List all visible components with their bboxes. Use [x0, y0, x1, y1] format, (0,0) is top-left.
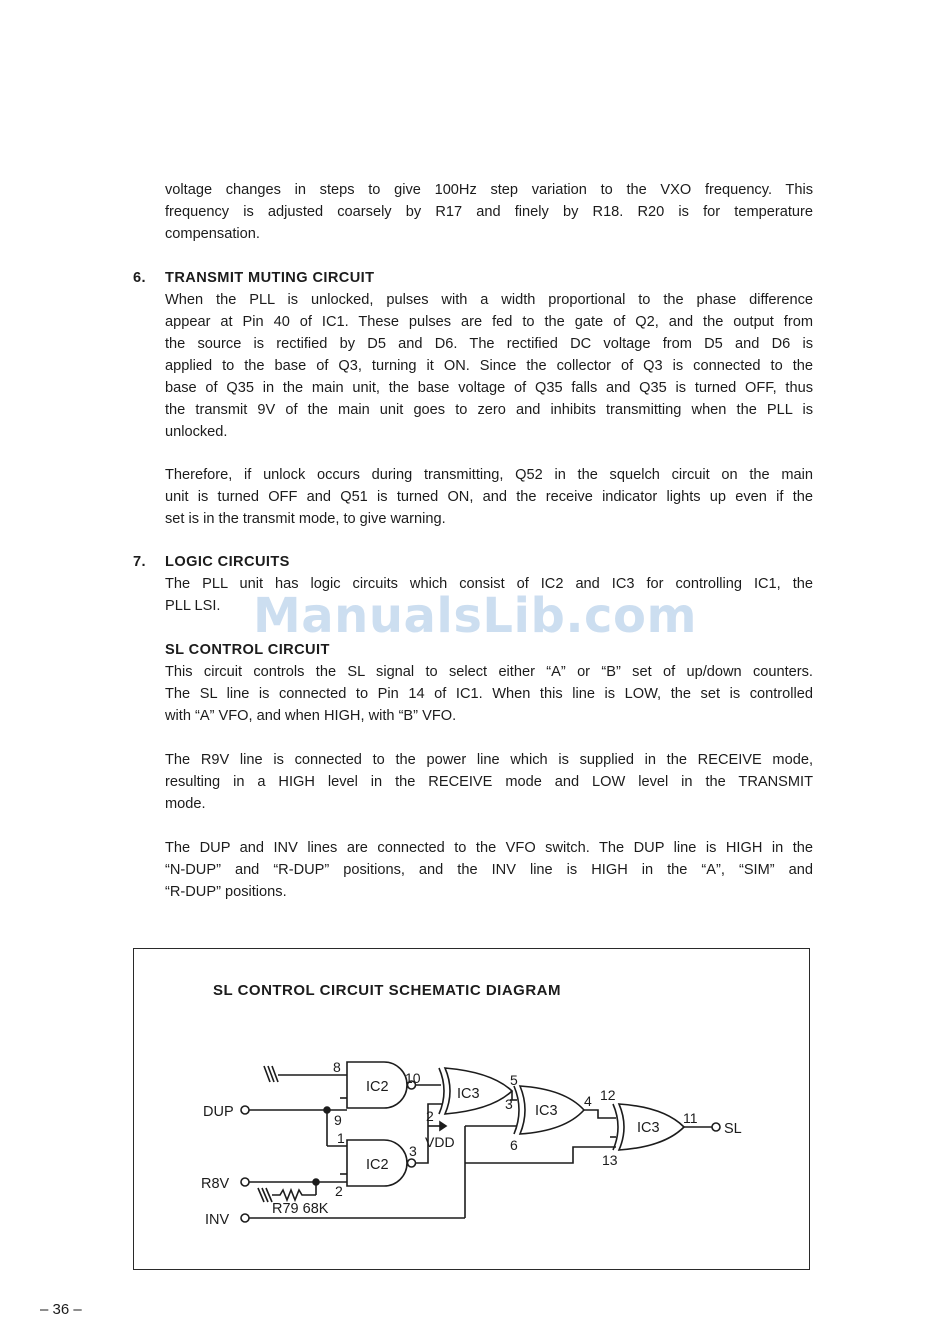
text-line: base of Q35 in the main unit, the base voltage of Q35 falls and Q35 is turned OFF, thus	[165, 380, 813, 396]
wire	[465, 1147, 616, 1163]
pin-label: 13	[602, 1152, 618, 1168]
gate-label: IC3	[637, 1120, 660, 1136]
text-line: appear at Pin 40 of IC1. These pulses are fed to the gate of Q2, and the output from	[165, 314, 813, 330]
sl-output-label: SL	[724, 1121, 742, 1137]
pin-label: 3	[505, 1096, 513, 1112]
inv-input-label: INV	[205, 1212, 230, 1228]
dup-input-label: DUP	[203, 1104, 234, 1120]
gate-label: IC3	[457, 1086, 480, 1102]
text-line: The PLL unit has logic circuits which consist of IC2 and IC3 for controlling IC1, the	[165, 576, 813, 592]
text-line: Therefore, if unlock occurs during transmitting, Q52 in the squelch circuit on the main	[165, 467, 813, 483]
vdd-label: VDD	[425, 1134, 455, 1150]
pin-label: 10	[405, 1070, 421, 1086]
pin-label: 8	[333, 1059, 341, 1075]
pin-label: 1	[337, 1130, 345, 1146]
pin-label: 2	[335, 1183, 343, 1199]
section-number: 7.	[133, 554, 146, 570]
text-line: with “A” VFO, and when HIGH, with “B” VFO.	[165, 708, 457, 724]
text-line: set is in the transmit mode, to give warning.	[165, 511, 446, 527]
text-line: The DUP and INV lines are connected to the VFO switch. The DUP line is HIGH in the	[165, 840, 813, 856]
text-line: This circuit controls the SL signal to select either “A” or “B” set of up/down counters.	[165, 664, 813, 680]
text-line: frequency is adjusted coarsely by R17 and finely by R18. R20 is for temperature	[165, 204, 813, 220]
watermark: ManualsLib.com	[253, 588, 697, 644]
diagram-title: SL CONTROL CIRCUIT SCHEMATIC DIAGRAM	[213, 982, 561, 999]
r8v-input-label: R8V	[201, 1176, 230, 1192]
text-line: voltage changes in steps to give 100Hz step variation to the VXO frequency. This	[165, 182, 813, 198]
pin-label: 11	[683, 1110, 698, 1126]
text-line: resulting in a HIGH level in the RECEIVE mode and LOW level in the TRANSMIT	[165, 774, 813, 790]
wire	[584, 1110, 616, 1118]
r8v-wire	[241, 1178, 347, 1195]
text-line: applied to the base of Q3, turning it ON. Since the collector of Q3 is connected to the	[165, 358, 813, 374]
text-line: “N-DUP” and “R-DUP” positions, and the INV line is HIGH in the “A”, “SIM” and	[165, 862, 813, 878]
pin-label: 4	[584, 1093, 592, 1109]
page-number: – 36 –	[40, 1301, 82, 1318]
text-line: compensation.	[165, 226, 260, 242]
resistor-r79	[258, 1188, 316, 1202]
text-line: PLL LSI.	[165, 598, 221, 614]
pin-label: 5	[510, 1072, 518, 1088]
text-line: When the PLL is unlocked, pulses with a width proportional to the phase difference	[165, 292, 813, 308]
gate-label: IC2	[366, 1157, 389, 1173]
gate-label: IC3	[535, 1103, 558, 1119]
text-line: the source is rectified by D5 and D6. The rectified DC voltage from D5 and D6 is	[165, 336, 813, 352]
gate-label: IC2	[366, 1079, 389, 1095]
text-line: unit is turned OFF and Q51 is turned ON, and the receive indicator lights up even if the	[165, 489, 813, 505]
dup-wire	[241, 1106, 347, 1146]
text-line: the transmit 9V of the main unit goes to zero and inhibits transmitting when the PLL is	[165, 402, 813, 418]
resistor-label: R79 68K	[272, 1201, 329, 1217]
text-line: The R9V line is connected to the power line which is supplied in the RECEIVE mode,	[165, 752, 813, 768]
text-line: unlocked.	[165, 424, 228, 440]
pin-label: 2	[426, 1108, 434, 1124]
section-title: TRANSMIT MUTING CIRCUIT	[165, 270, 375, 286]
pin-label: 9	[334, 1112, 342, 1128]
section-title: LOGIC CIRCUITS	[165, 554, 290, 570]
text-line: mode.	[165, 796, 206, 812]
pin-label: 3	[409, 1143, 417, 1159]
pin-label: 12	[600, 1087, 616, 1103]
text-line: “R-DUP” positions.	[165, 884, 287, 900]
section-number: 6.	[133, 270, 146, 286]
text-line: The SL line is connected to Pin 14 of IC1. When this line is LOW, the set is controlled	[165, 686, 813, 702]
sl-control-subheading: SL CONTROL CIRCUIT	[165, 642, 330, 658]
pin-label: 6	[510, 1137, 518, 1153]
